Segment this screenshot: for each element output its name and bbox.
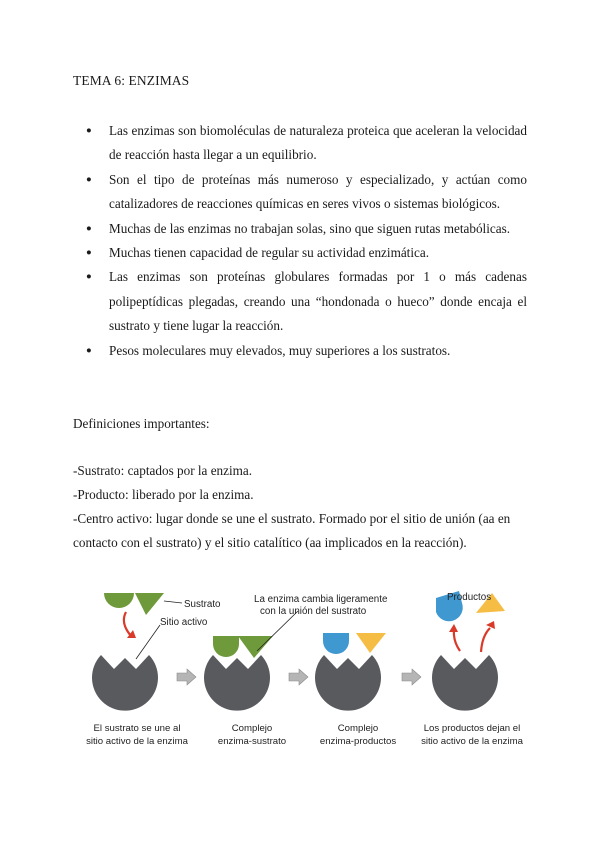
definition-centro-activo: -Centro activo: lugar donde se une el sustrato. Formado por el sitio de unión (aa en contacto con el sustrato) y el sitio catalítico (aa implicados en la reacción).	[73, 511, 511, 550]
bullet-item: ● Pesos moleculares muy elevados, muy superiores a los sustratos.	[86, 339, 527, 363]
process-arrow-1	[177, 669, 196, 685]
label-cambio-1: La enzima cambia ligeramente	[254, 594, 388, 605]
caption-1-line-2: sitio activo de la enzima	[86, 736, 188, 747]
caption-2-line-1: Complejo	[231, 723, 273, 734]
label-sitio-activo: Sitio activo	[160, 617, 208, 628]
substrate-triangle-stage-2	[238, 636, 273, 658]
bullet-item: ● Las enzimas son biomoléculas de naturaleza proteica que aceleran la velocidad de reacción hasta llegar a un equilibrio.	[86, 119, 527, 168]
red-arrow-up-left-head	[449, 624, 458, 632]
sitio-activo-pointer	[136, 625, 160, 659]
process-arrow-3	[402, 669, 421, 685]
red-arrow-up-right-head	[486, 621, 495, 629]
page-title: TEMA 6: ENZIMAS	[73, 73, 190, 88]
caption-1-line-1: El sustrato se une al	[93, 723, 181, 734]
caption-3-line-2: enzima-productos	[319, 736, 397, 747]
bullet-item: ● Las enzimas son proteínas globulares formadas por 1 o más cadenas polipeptídicas plegadas, creando una “hondonada o hueco” donde encaja el sustrato y tiene lugar la reacción.	[86, 265, 527, 338]
enzyme-stage-2	[204, 655, 270, 711]
caption-3-line-1: Complejo	[337, 723, 379, 734]
substrate-semicircle-stage-1	[104, 593, 134, 608]
red-arrow-down	[124, 612, 131, 636]
bullet-item: ● Son el tipo de proteínas más numeroso y especializado, y actúan como catalizadores de reacciones químicas en seres vivos o sistemas biológicos.	[86, 168, 527, 217]
red-arrow-up-right	[481, 628, 490, 652]
caption-4-line-1: Los productos dejan el	[423, 723, 521, 734]
enzyme-diagram	[74, 583, 534, 759]
definition-sustrato: -Sustrato: captados por la enzima.	[73, 463, 253, 478]
substrate-semicircle-stage-2	[213, 636, 239, 657]
label-productos: Productos	[447, 592, 492, 603]
enzyme-stage-3	[315, 655, 381, 711]
sustrato-pointer	[164, 601, 182, 603]
red-arrow-up-left	[454, 630, 460, 651]
process-arrow-2	[289, 669, 308, 685]
cambio-pointer	[257, 611, 298, 651]
bullet-item: ● Muchas tienen capacidad de regular su actividad enzimática.	[86, 241, 527, 265]
definitions-heading: Definiciones importantes:	[73, 416, 210, 431]
bullet-list	[86, 119, 527, 363]
product-blue-stage-3	[323, 633, 349, 654]
substrate-triangle-stage-1	[135, 593, 164, 615]
enzyme-stage-1	[92, 655, 158, 711]
enzyme-stage-4	[432, 655, 498, 711]
label-cambio-2: con la unión del sustrato	[260, 606, 367, 617]
caption-4-line-2: sitio activo de la enzima	[421, 736, 523, 747]
label-sustrato: Sustrato	[184, 599, 221, 610]
bullet-item: ● Muchas de las enzimas no trabajan solas, sino que siguen rutas metabólicas.	[86, 217, 527, 241]
definition-producto: -Producto: liberado por la enzima.	[73, 487, 254, 502]
caption-2-line-2: enzima-sustrato	[217, 736, 287, 747]
product-yellow-stage-3	[356, 633, 386, 653]
